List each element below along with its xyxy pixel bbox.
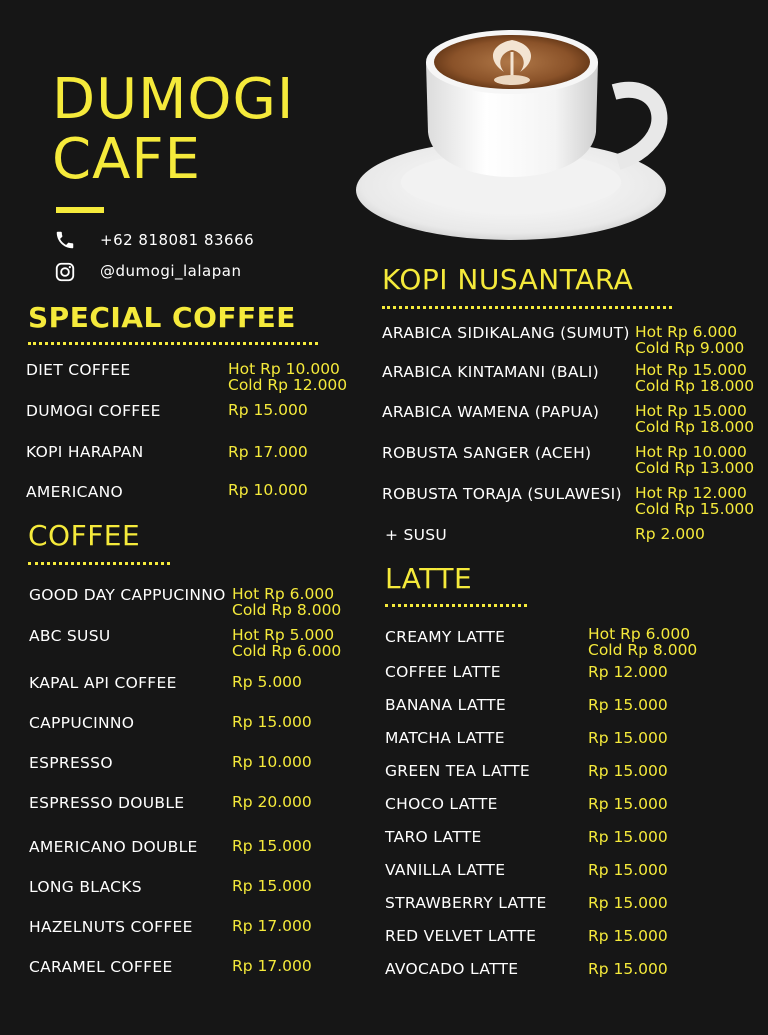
menu-item-price: Rp 17.000 bbox=[232, 957, 312, 975]
menu-item-name: DUMOGI COFFEE bbox=[26, 402, 161, 420]
kopi-nusantara-heading: KOPI NUSANTARA bbox=[382, 263, 634, 296]
menu-item-price: Rp 15.000 bbox=[588, 927, 668, 945]
cafe-title-line1: DUMOGI bbox=[52, 67, 295, 132]
menu-item-name: GOOD DAY CAPPUCINNO bbox=[29, 586, 226, 604]
menu-item-price: Hot Rp 6.000 Cold Rp 8.000 bbox=[588, 625, 698, 659]
special-coffee-divider bbox=[28, 342, 318, 345]
menu-item-price: Hot Rp 6.000 Cold Rp 8.000 bbox=[232, 585, 342, 619]
menu-item-name: TARO LATTE bbox=[385, 828, 482, 846]
latte-heading: LATTE bbox=[385, 562, 473, 595]
coffee-cup-icon bbox=[356, 22, 676, 244]
menu-item-name: RED VELVET LATTE bbox=[385, 927, 537, 945]
menu-item-price: Rp 2.000 bbox=[635, 525, 705, 543]
menu-item-price: Rp 15.000 bbox=[588, 828, 668, 846]
menu-item-price: Rp 20.000 bbox=[232, 793, 312, 811]
menu-item-price: Rp 12.000 bbox=[588, 663, 668, 681]
menu-item-price: Rp 15.000 bbox=[232, 713, 312, 731]
menu-item-name: KAPAL API COFFEE bbox=[29, 674, 177, 692]
menu-item-name: ARABICA SIDIKALANG (SUMUT) bbox=[382, 324, 630, 342]
menu-item-name: BANANA LATTE bbox=[385, 696, 507, 714]
menu-item-name: HAZELNUTS COFFEE bbox=[29, 918, 193, 936]
menu-item-price: Hot Rp 6.000 Cold Rp 9.000 bbox=[635, 323, 745, 357]
menu-item-price: Hot Rp 10.000 Cold Rp 12.000 bbox=[228, 360, 348, 394]
menu-item-price: Hot Rp 10.000 Cold Rp 13.000 bbox=[635, 443, 755, 477]
instagram-icon bbox=[54, 261, 76, 283]
menu-item-price: Rp 10.000 bbox=[228, 481, 308, 499]
special-coffee-heading: SPECIAL COFFEE bbox=[28, 301, 296, 334]
menu-item-price: Rp 15.000 bbox=[232, 837, 312, 855]
menu-item-price: Hot Rp 12.000 Cold Rp 15.000 bbox=[635, 484, 755, 518]
menu-item-name: ESPRESSO DOUBLE bbox=[29, 794, 185, 812]
menu-item-name: ESPRESSO bbox=[29, 754, 113, 772]
menu-item-name: GREEN TEA LATTE bbox=[385, 762, 531, 780]
title-underline bbox=[56, 207, 104, 213]
latte-divider bbox=[385, 604, 527, 607]
menu-item-name: VANILLA LATTE bbox=[385, 861, 506, 879]
menu-item-name: ABC SUSU bbox=[29, 627, 111, 645]
menu-item-name: MATCHA LATTE bbox=[385, 729, 505, 747]
menu-item-name: LONG BLACKS bbox=[29, 878, 142, 896]
menu-item-name: CREAMY LATTE bbox=[385, 628, 506, 646]
instagram-handle[interactable]: @dumogi_lalapan bbox=[100, 262, 242, 280]
menu-item-price: Rp 17.000 bbox=[228, 443, 308, 461]
menu-item-name: ARABICA WAMENA (PAPUA) bbox=[382, 403, 600, 421]
menu-item-price: Rp 15.000 bbox=[588, 795, 668, 813]
cafe-title-line2: CAFE bbox=[52, 127, 202, 192]
menu-item-name: ARABICA KINTAMANI (BALI) bbox=[382, 363, 599, 381]
menu-item-name: + SUSU bbox=[385, 526, 448, 544]
menu-item-name: ROBUSTA SANGER (ACEH) bbox=[382, 444, 592, 462]
menu-item-name: CARAMEL COFFEE bbox=[29, 958, 173, 976]
menu-item-price: Rp 15.000 bbox=[588, 960, 668, 978]
coffee-heading: COFFEE bbox=[28, 519, 141, 552]
menu-item-price: Rp 15.000 bbox=[588, 894, 668, 912]
phone-number[interactable]: +62 818081 83666 bbox=[100, 231, 255, 249]
menu-item-name: CAPPUCINNO bbox=[29, 714, 135, 732]
coffee-divider bbox=[28, 562, 170, 565]
kopi-nusantara-divider bbox=[382, 306, 672, 309]
menu-item-price: Rp 15.000 bbox=[588, 729, 668, 747]
menu-item-price: Rp 15.000 bbox=[232, 877, 312, 895]
menu-item-name: AVOCADO LATTE bbox=[385, 960, 519, 978]
menu-item-price: Rp 15.000 bbox=[588, 762, 668, 780]
menu-item-price: Rp 15.000 bbox=[588, 861, 668, 879]
menu-item-name: AMERICANO bbox=[26, 483, 124, 501]
menu-item-price: Rp 15.000 bbox=[228, 401, 308, 419]
menu-item-name: DIET COFFEE bbox=[26, 361, 131, 379]
menu-item-price: Hot Rp 15.000 Cold Rp 18.000 bbox=[635, 361, 755, 395]
menu-item-price: Rp 17.000 bbox=[232, 917, 312, 935]
menu-item-name: AMERICANO DOUBLE bbox=[29, 838, 198, 856]
menu-item-name: STRAWBERRY LATTE bbox=[385, 894, 547, 912]
menu-item-price: Rp 5.000 bbox=[232, 673, 302, 691]
menu-item-name: ROBUSTA TORAJA (SULAWESI) bbox=[382, 485, 622, 503]
phone-icon bbox=[54, 229, 76, 251]
menu-item-price: Rp 15.000 bbox=[588, 696, 668, 714]
menu-item-price: Hot Rp 5.000 Cold Rp 6.000 bbox=[232, 626, 342, 660]
menu-item-name: COFFEE LATTE bbox=[385, 663, 501, 681]
menu-item-price: Rp 10.000 bbox=[232, 753, 312, 771]
menu-item-name: CHOCO LATTE bbox=[385, 795, 498, 813]
menu-item-price: Hot Rp 15.000 Cold Rp 18.000 bbox=[635, 402, 755, 436]
menu-item-name: KOPI HARAPAN bbox=[26, 443, 144, 461]
